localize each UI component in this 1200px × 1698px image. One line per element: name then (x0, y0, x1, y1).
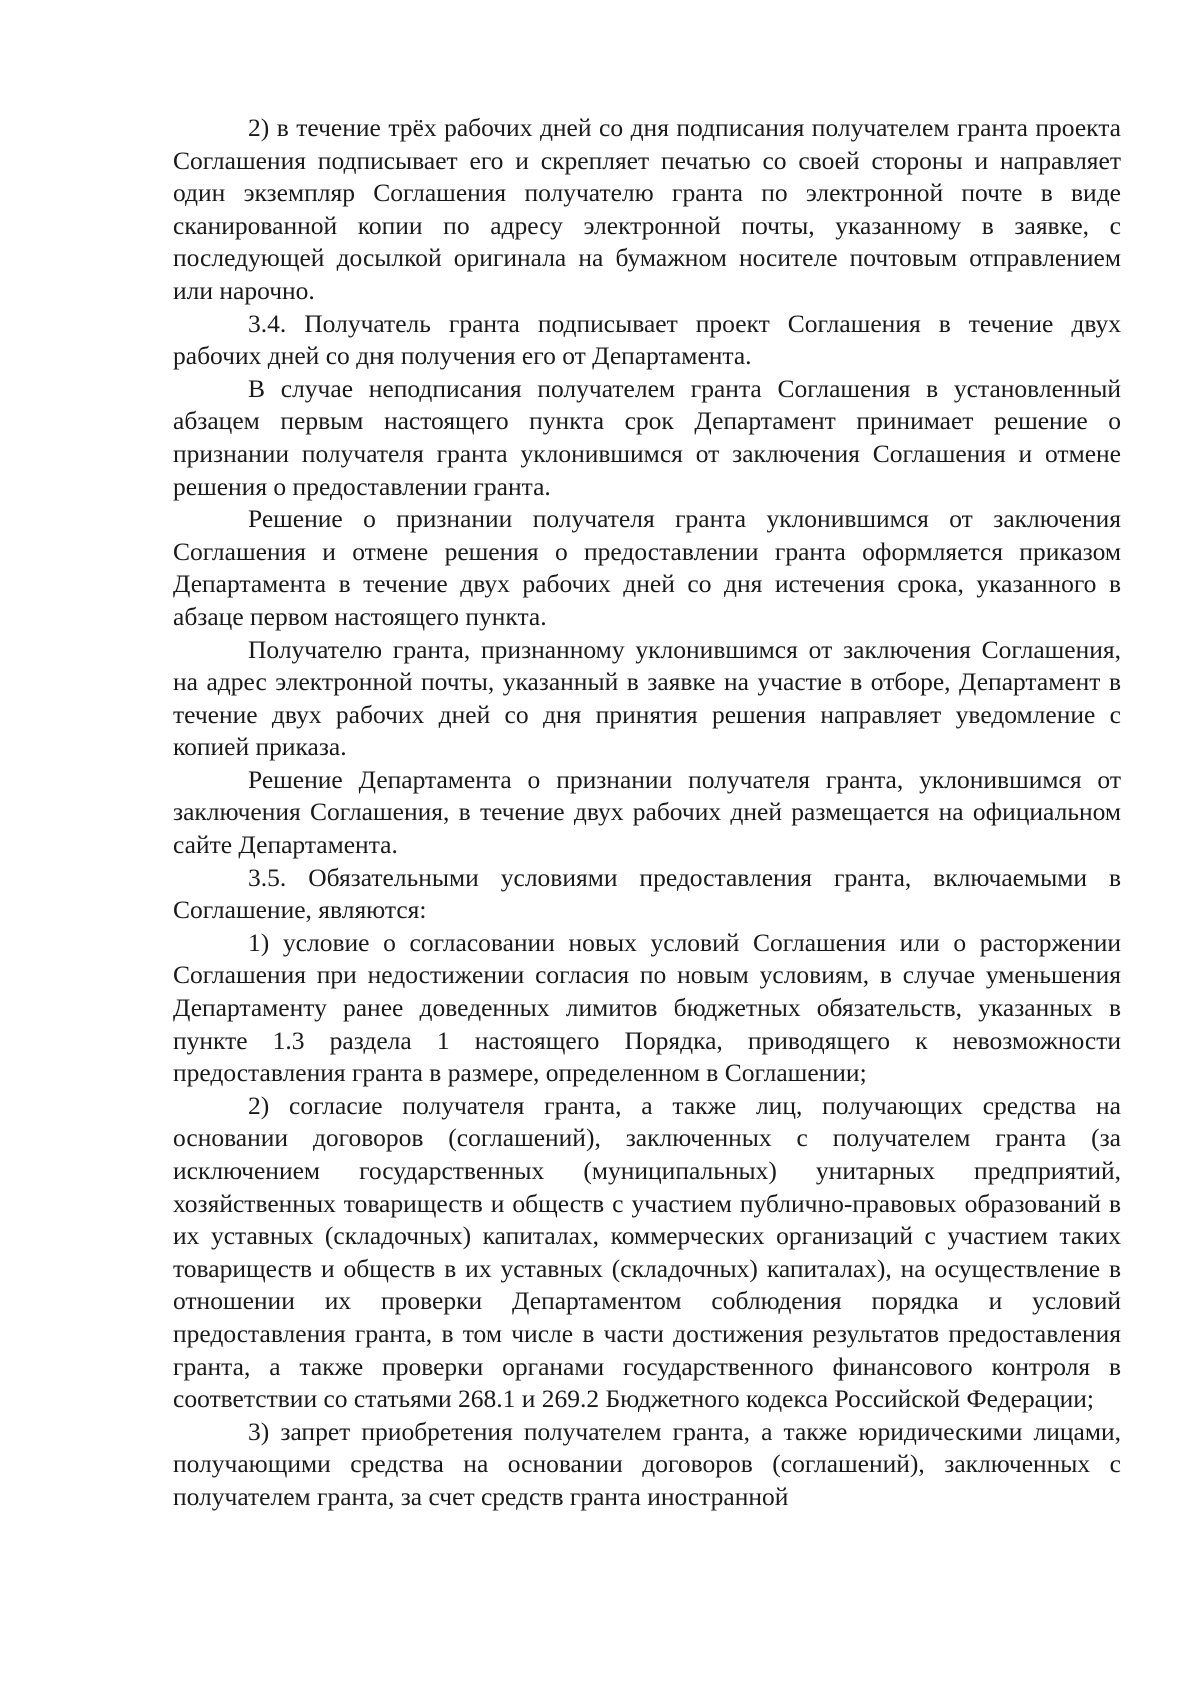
paragraph-condition-2: 2) согласие получателя гранта, а также лиц, получающих средства на основании договоров (соглашений), заключенных с получателем гранта (за исключением государственных (муниципальных) унитарных предприятий, хозяйственных товариществ и обществ с участием публично-правовых образований в их уставных (складочных) капиталах, коммерческих организаций с участием таких товариществ и обществ в их уставных (складочных) капиталах), на осуществление в отношении их проверки Департаментом соблюдения порядка и условий предоставления гранта, в том числе в части достижения результатов предоставления гранта, а также проверки органами государственного финансового контроля в соответствии со статьями 268.1 и 269.2 Бюджетного кодекса Российской Федерации; (173, 1090, 1121, 1414)
paragraph-item-2-signing: 2) в течение трёх рабочих дней со дня подписания получателем гранта проекта Соглашения подписывает его и скрепляет печатью со своей стороны и направляет один экземпляр Соглашения получателю гранта по электронной почте в виде сканированной копии по адресу электронной почты, указанному в заявке, с последующей досылкой оригинала на бумажном носителе почтовым отправлением или нарочно. (173, 113, 1121, 305)
paragraph-condition-1: 1) условие о согласовании новых условий Соглашения или о расторжении Соглашения при недостижении согласия по новым условиям, в случае уменьшения Департаменту ранее доведенных лимитов бюджетных обязательств, указанных в пункте 1.3 раздела 1 настоящего Порядка, приводящего к невозможности предоставления гранта в размере, определенном в Соглашении; (173, 927, 1121, 1088)
paragraph-notification: Получателю гранта, признанному уклонившимся от заключения Соглашения, на адрес электронной почты, указанный в заявке на участие в отборе, Департамент в течение двух рабочих дней со дня принятия решения направляет уведомление с копией приказа. (173, 634, 1121, 762)
paragraph-3-4: 3.4. Получатель гранта подписывает проект Соглашения в течение двух рабочих дней со дня получения его от Департамента. (173, 308, 1121, 371)
paragraph-3-5: 3.5. Обязательными условиями предоставления гранта, включаемыми в Соглашение, являются: (173, 862, 1121, 925)
document-page (173, 112, 1121, 1514)
paragraph-non-signing: В случае неподписания получателем гранта Соглашения в установленный абзацем первым настоящего пункта срок Департамент принимает решение о признании получателя гранта уклонившимся от заключения Соглашения и отмене решения о предоставлении гранта. (173, 373, 1121, 501)
paragraph-condition-3: 3) запрет приобретения получателем гранта, а также юридическими лицами, получающими средства на основании договоров (соглашений), заключенных с получателем гранта, за счет средств гранта иностранной (173, 1416, 1121, 1511)
paragraph-decision-order: Решение о признании получателя гранта уклонившимся от заключения Соглашения и отмене решения о предоставлении гранта оформляется приказом Департамента в течение двух рабочих дней со дня истечения срока, указанного в абзаце первом настоящего пункта. (173, 504, 1121, 631)
paragraph-publication: Решение Департамента о признании получателя гранта, уклонившимся от заключения Соглашения, в течение двух рабочих дней размещается на официальном сайте Департамента. (173, 764, 1121, 860)
